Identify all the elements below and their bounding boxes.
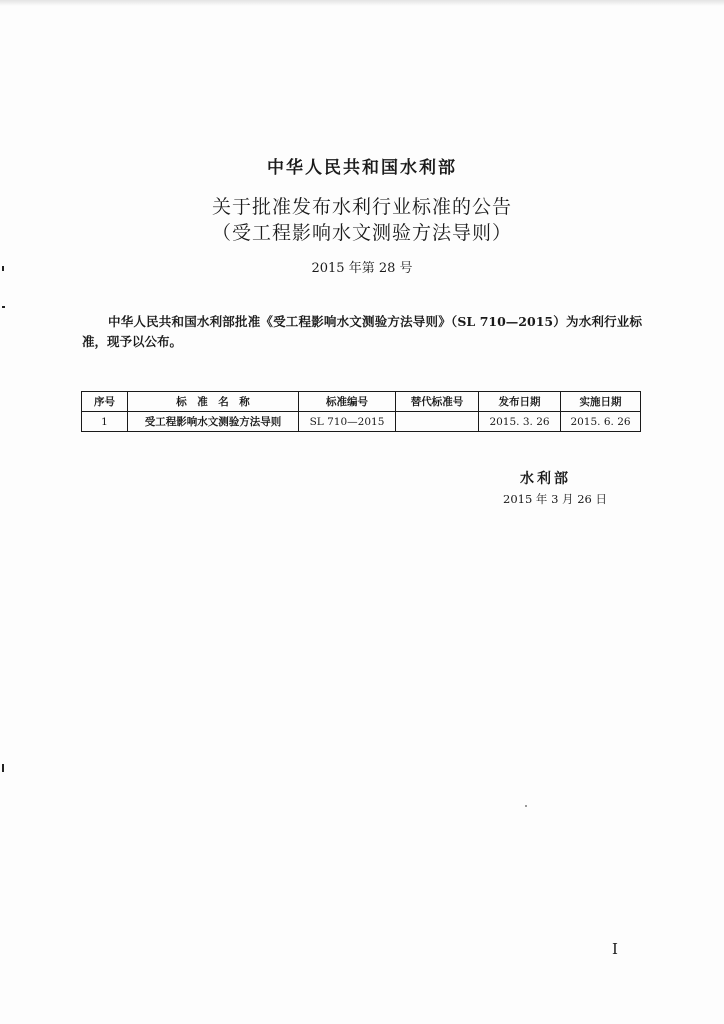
announcement-title: 关于批准发布水利行业标准的公告 <box>211 196 512 218</box>
signature-org: 水利部 <box>520 471 571 487</box>
standards-table <box>81 391 641 432</box>
scan-edge <box>0 0 724 6</box>
scan-mark <box>2 764 4 772</box>
ministry-name: 中华人民共和国水利部 <box>267 158 457 178</box>
table-header-row <box>82 392 641 412</box>
header-seq: 序号 <box>82 392 128 412</box>
header-code: 标准编号 <box>299 392 396 412</box>
header-replace: 替代标准号 <box>396 392 479 412</box>
announcement-subtitle: （受工程影响水文测验方法导则） <box>211 222 512 244</box>
cell-issue-date: 2015. 3. 26 <box>479 412 561 432</box>
cell-replace <box>396 412 479 432</box>
table-row <box>82 412 641 432</box>
cell-name: 受工程影响水文测验方法导则 <box>128 412 299 432</box>
document-number: 2015 年第 28 号 <box>311 261 413 276</box>
signature-date: 2015 年 3 月 26 日 <box>503 492 607 506</box>
header-name: 标 准 名 称 <box>128 392 299 412</box>
header-issue-date: 发布日期 <box>479 392 561 412</box>
cell-code: SL 710—2015 <box>299 412 396 432</box>
cell-impl-date: 2015. 6. 26 <box>561 412 641 432</box>
scan-mark <box>2 306 5 308</box>
announcement-body: 中华人民共和国水利部批准《受工程影响水文测验方法导则》（SL 710—2015）为水利行业标准，现予以公布。 <box>82 314 642 349</box>
cell-seq: 1 <box>82 412 128 432</box>
scan-mark <box>525 805 527 807</box>
page-number: I <box>612 940 618 958</box>
header-impl-date: 实施日期 <box>561 392 641 412</box>
